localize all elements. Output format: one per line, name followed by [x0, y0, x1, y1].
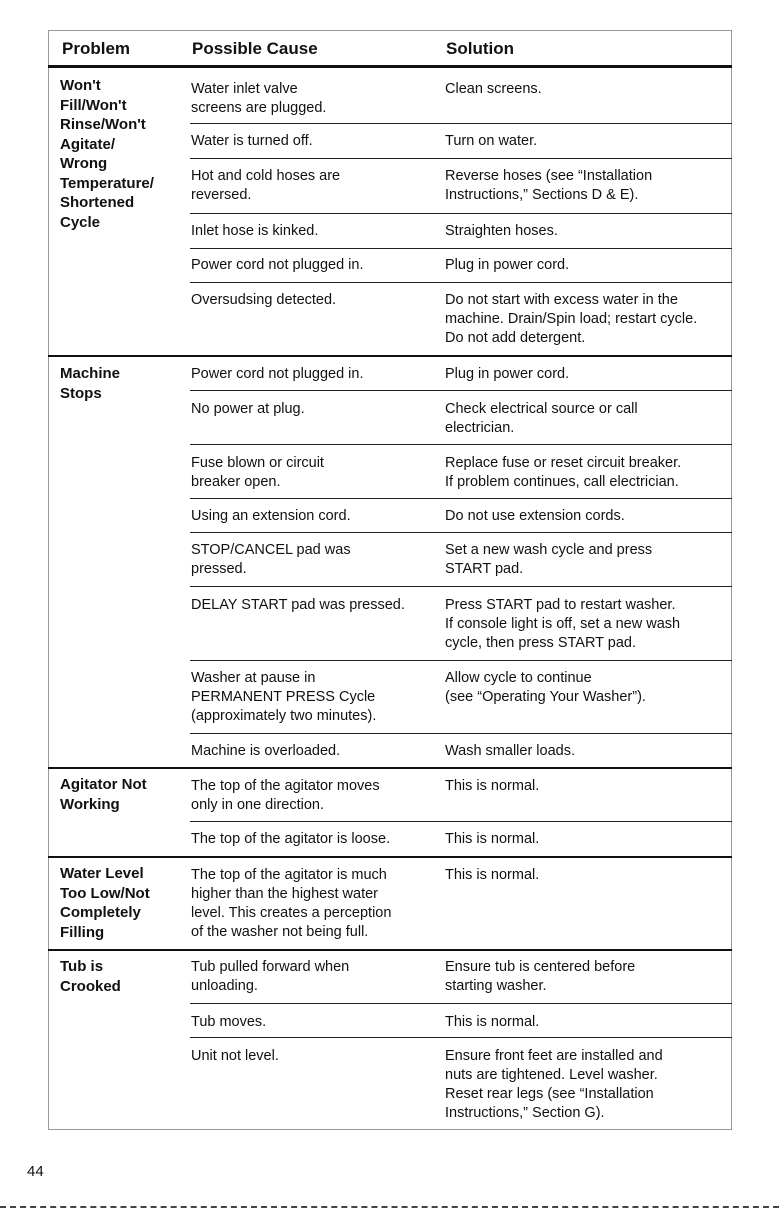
- solution-text: Allow cycle to continue (see “Operating Your Washer”).: [445, 670, 646, 705]
- solution-text: Press START pad to restart washer. If console light is off, set a new wash cycle, then press START pad.: [445, 597, 681, 651]
- row-divider: [190, 1037, 732, 1038]
- page-edge-line: [0, 1206, 779, 1208]
- row-divider: [190, 390, 732, 391]
- cause-text: Tub moves.: [191, 1014, 267, 1030]
- solution-text: Ensure tub is centered before starting washer.: [445, 959, 636, 994]
- cause-text: The top of the agitator is loose.: [191, 831, 391, 847]
- solution-text: Plug in power cord.: [445, 366, 570, 382]
- header-rule: [48, 65, 732, 68]
- row-divider: [190, 733, 732, 734]
- section-divider: [48, 856, 732, 858]
- row-divider: [190, 498, 732, 499]
- solution-text: This is normal.: [445, 778, 540, 794]
- row-divider: [190, 123, 732, 124]
- cause-text: No power at plug.: [191, 401, 305, 417]
- solution-text: This is normal.: [445, 1014, 540, 1030]
- cause-text: Oversudsing detected.: [191, 292, 337, 308]
- cause-text: Fuse blown or circuit breaker open.: [191, 455, 324, 490]
- cause-text: Power cord not plugged in.: [191, 366, 364, 382]
- solution-text: Wash smaller loads.: [445, 743, 576, 759]
- solution-text: Do not use extension cords.: [445, 508, 625, 524]
- cause-text: Tub pulled forward when unloading.: [191, 959, 350, 994]
- problem-label: Won't Fill/Won't Rinse/Won't Agitate/ Wrong Temperature/ Shortened Cycle: [60, 77, 154, 231]
- row-divider: [190, 248, 732, 249]
- solution-text: Check electrical source or call electrician.: [445, 401, 638, 436]
- cause-text: Inlet hose is kinked.: [191, 223, 319, 239]
- solution-text: Replace fuse or reset circuit breaker. If problem continues, call electrician.: [445, 455, 682, 490]
- solution-text: This is normal.: [445, 867, 540, 883]
- row-divider: [190, 213, 732, 214]
- solution-text: Do not start with excess water in the machine. Drain/Spin load; restart cycle. Do not add detergent.: [445, 292, 698, 346]
- row-divider: [190, 444, 732, 445]
- section-divider: [48, 355, 732, 357]
- row-divider: [190, 821, 732, 822]
- solution-text: Reverse hoses (see “Installation Instructions,” Sections D & E).: [445, 168, 653, 203]
- row-divider: [190, 586, 732, 587]
- cause-text: The top of the agitator moves only in one direction.: [191, 778, 380, 813]
- cause-text: Water is turned off.: [191, 133, 313, 149]
- cause-text: The top of the agitator is much higher than the highest water level. This creates a perception of the washer not being full.: [191, 867, 392, 940]
- cause-text: Hot and cold hoses are reversed.: [191, 168, 341, 203]
- row-divider: [190, 660, 732, 661]
- cause-text: Using an extension cord.: [191, 508, 351, 524]
- cause-text: STOP/CANCEL pad was pressed.: [191, 542, 351, 577]
- problem-label: Tub is Crooked: [60, 958, 121, 995]
- solution-text: Plug in power cord.: [445, 257, 570, 273]
- header-possible-cause: Possible Cause: [192, 39, 318, 58]
- solution-text: Set a new wash cycle and press START pad.: [445, 542, 653, 577]
- cause-text: Water inlet valve screens are plugged.: [191, 81, 327, 116]
- problem-label: Water Level Too Low/Not Completely Filling: [60, 865, 150, 941]
- header-solution: Solution: [446, 39, 514, 58]
- header-problem: Problem: [62, 39, 131, 58]
- solution-text: This is normal.: [445, 831, 540, 847]
- cause-text: DELAY START pad was pressed.: [191, 597, 405, 613]
- section-divider: [48, 949, 732, 951]
- row-divider: [190, 158, 732, 159]
- problem-label: Machine Stops: [60, 365, 121, 402]
- row-divider: [190, 1003, 732, 1004]
- row-divider: [190, 282, 732, 283]
- cause-text: Machine is overloaded.: [191, 743, 341, 759]
- cause-text: Washer at pause in PERMANENT PRESS Cycle (approximately two minutes).: [191, 670, 377, 724]
- cause-text: Power cord not plugged in.: [191, 257, 364, 273]
- cause-text: Unit not level.: [191, 1048, 279, 1064]
- solution-text: Clean screens.: [445, 81, 542, 97]
- solution-text: Turn on water.: [445, 133, 538, 149]
- solution-text: Ensure front feet are installed and nuts are tightened. Level washer. Reset rear legs (see “Installation Instructions,” Section G).: [445, 1048, 663, 1121]
- page-number: 44: [27, 1163, 44, 1180]
- row-divider: [190, 532, 732, 533]
- problem-label: Agitator Not Working: [60, 776, 147, 813]
- solution-text: Straighten hoses.: [445, 223, 558, 239]
- section-divider: [48, 767, 732, 769]
